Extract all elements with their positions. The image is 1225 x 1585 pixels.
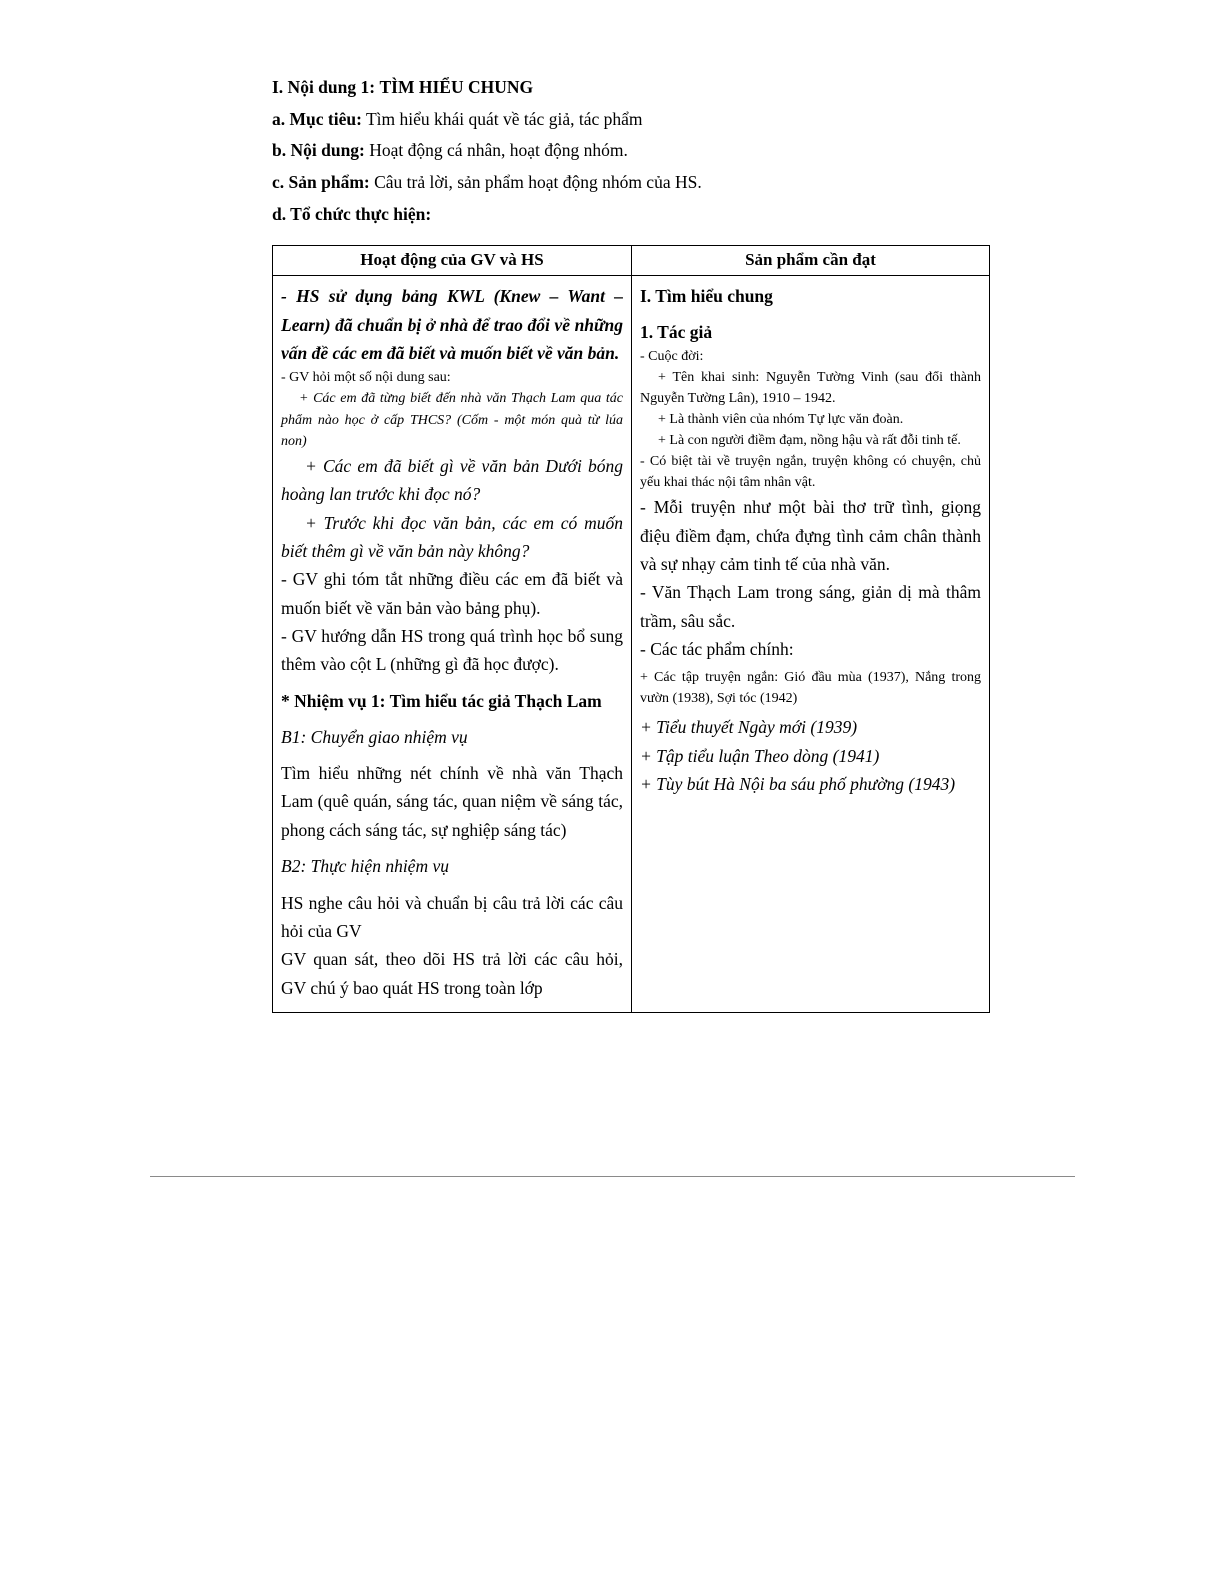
activity-paragraph: - GV hỏi một số nội dung sau: <box>281 370 451 386</box>
product-work-item: + Tùy bút Hà Nội ba sáu phố phường (1943) <box>640 773 956 794</box>
item-c <box>272 167 987 198</box>
item-d-label: d. Tổ chức thực hiện: <box>272 203 432 224</box>
activity-paragraph: - GV hướng dẫn HS trong quá trình học bổ sung thêm vào cột L (những gì đã học được). <box>281 626 623 675</box>
cell-activities <box>273 276 632 1013</box>
table-header-products: Sản phẩm cần đạt <box>632 246 990 276</box>
product-paragraph: + Là thành viên của nhóm Tự lực văn đoàn. <box>658 412 904 428</box>
activity-paragraph: - GV ghi tóm tắt những điều các em đã biết và muốn biết về văn bản vào bảng phụ). <box>281 569 623 618</box>
item-b-label: b. Nội dung: <box>272 140 365 161</box>
table-row <box>273 276 990 1013</box>
product-paragraph: - Cuộc đời: <box>640 349 704 365</box>
item-b <box>272 135 987 166</box>
item-a-text: Tìm hiểu khái quát về tác giả, tác phẩm <box>365 108 643 129</box>
cell-activities-inner <box>273 276 631 1012</box>
activity-paragraph: + Các em đã biết gì về văn bản Dưới bóng hoàng lan trước khi đọc nó? <box>281 456 623 505</box>
table-header-activities: Hoạt động của GV và HS <box>273 246 632 276</box>
activity-step-label: B2: Thực hiện nhiệm vụ <box>281 856 449 877</box>
activity-paragraph: - HS sử dụng bảng KWL (Knew – Want – Learn) đã chuẩn bị ở nhà để trao đổi về những vấn đề các em đã biết và muốn biết về văn bản. <box>281 286 623 363</box>
product-work-item: + Tiểu thuyết Ngày mới (1939) <box>640 717 858 738</box>
product-paragraph: - Có biệt tài về truyện ngắn, truyện không có chuyện, chủ yếu khai thác nội tâm nhân vật. <box>640 454 981 491</box>
activity-paragraph: Tìm hiểu những nét chính về nhà văn Thạch Lam (quê quán, sáng tác, quan niệm về sáng tác, phong cách sáng tác, sự nghiệp sáng tác) <box>281 763 623 840</box>
activity-step-label: B1: Chuyển giao nhiệm vụ <box>281 726 468 747</box>
document-body <box>272 72 987 1013</box>
item-a <box>272 104 987 135</box>
section-heading-title: TÌM HIỂU CHUNG <box>379 77 534 97</box>
activity-table <box>272 245 990 1013</box>
product-work-list: + Các tập truyện ngắn: Gió đầu mùa (1937), Nắng trong vườn (1938), Sợi tóc (1942) <box>640 670 981 707</box>
activity-paragraph: HS nghe câu hỏi và chuẩn bị câu trả lời các câu hỏi của GV <box>281 892 623 941</box>
activity-paragraph: + Các em đã từng biết đến nhà văn Thạch Lam qua tác phẩm nào học ở cấp THCS? (Cốm - một món quà từ lúa non) <box>281 391 623 449</box>
item-d <box>272 199 987 230</box>
section-heading <box>272 72 987 103</box>
cell-products-inner <box>632 276 989 808</box>
product-paragraph: - Các tác phẩm chính: <box>640 638 794 659</box>
product-paragraph: - Văn Thạch Lam trong sáng, giản dị mà thâm trầm, sâu sắc. <box>640 582 981 631</box>
product-paragraph: + Tên khai sinh: Nguyễn Tường Vinh (sau đổi thành Nguyễn Tường Lân), 1910 – 1942. <box>640 370 981 407</box>
product-paragraph: + Là con người điềm đạm, nồng hậu và rất đỗi tinh tế. <box>658 433 961 449</box>
activity-task-title: * Nhiệm vụ 1: Tìm hiểu tác giả Thạch Lam <box>281 690 602 711</box>
product-work-item: + Tập tiểu luận Theo dòng (1941) <box>640 745 880 766</box>
footer-divider <box>150 1176 1075 1177</box>
product-heading: I. Tìm hiểu chung <box>640 286 773 307</box>
item-c-label: c. Sản phẩm: <box>272 171 370 192</box>
activity-paragraph: + Trước khi đọc văn bản, các em có muốn biết thêm gì về văn bản này không? <box>281 512 623 562</box>
product-paragraph: - Mỗi truyện như một bài thơ trữ tình, giọng điệu điềm đạm, chứa đựng tình cảm chân thành và sự nhạy cảm tinh tế của nhà văn. <box>640 497 981 574</box>
item-b-text: Hoạt động cá nhân, hoạt động nhóm. <box>369 140 628 161</box>
activity-paragraph: GV quan sát, theo dõi HS trả lời các câu hỏi, GV chú ý bao quát HS trong toàn lớp <box>281 949 623 998</box>
cell-products <box>632 276 990 1013</box>
item-c-text: Câu trả lời, sản phẩm hoạt động nhóm của HS. <box>374 171 702 192</box>
product-subheading: 1. Tác giả <box>640 322 713 343</box>
section-heading-label: I. Nội dung 1: <box>272 77 376 97</box>
table-header-row <box>273 246 990 276</box>
item-a-label: a. Mục tiêu: <box>272 108 362 129</box>
